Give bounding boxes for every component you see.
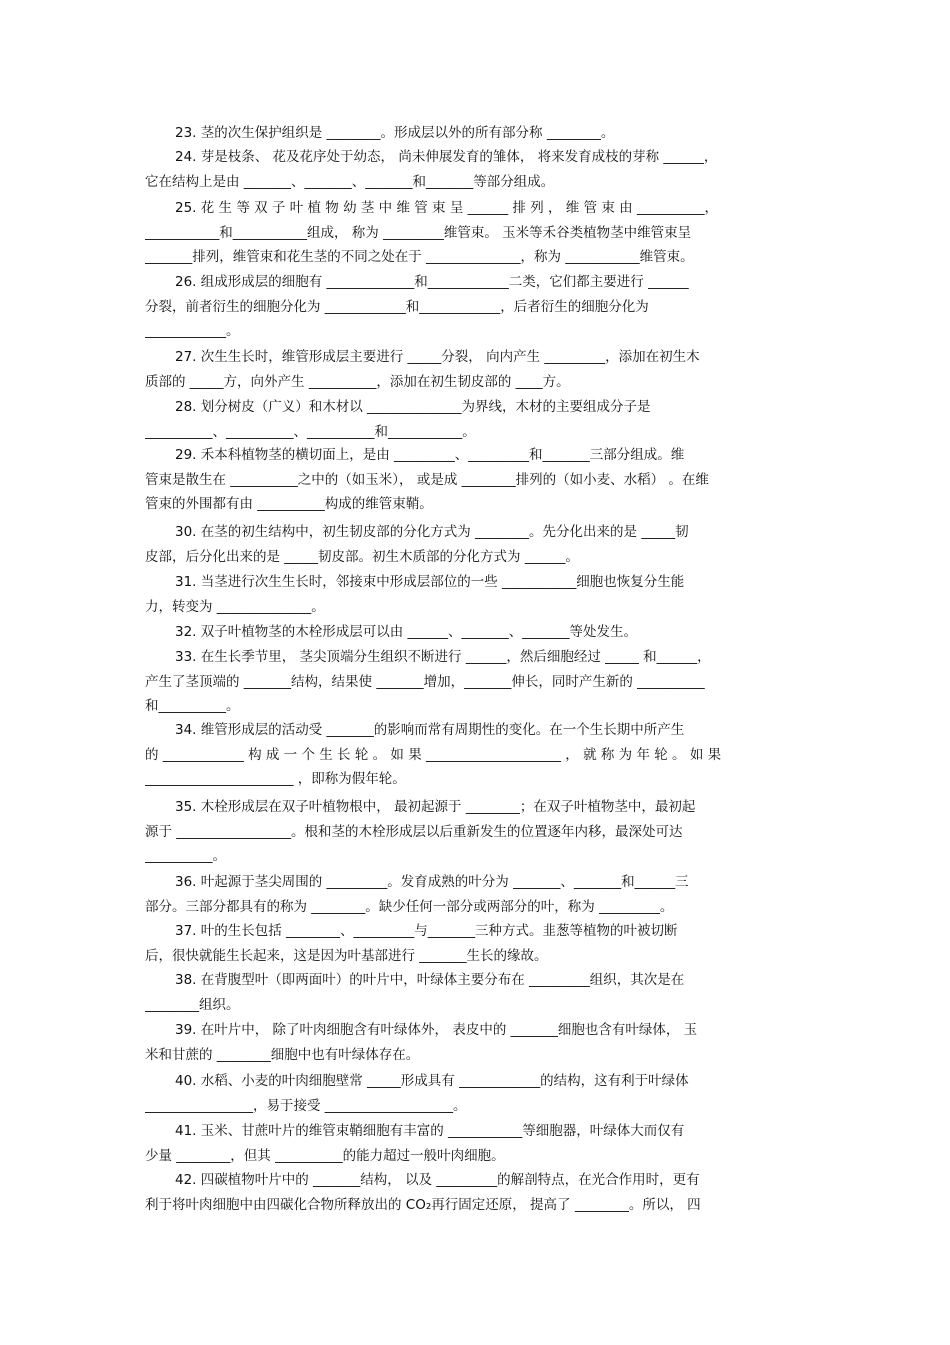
question-line: 它在结构上是由 _______、_______、_______和_______等部分组成。	[145, 173, 555, 190]
question-line: 的 ____________ 构 成 一 个 生 长 轮 。 如 果 ____________________ ， 就 称 为 年 轮 。 如 果	[145, 746, 722, 763]
question-line: 29. 禾本科植物茎的横切面上，是由 _________、_________和_______三部分组成。维	[175, 447, 685, 463]
question-line: 41. 玉米、甘蔗叶片的维管束鞘细胞有丰富的 ___________等细胞器，叶绿体大而仅有	[175, 1123, 685, 1139]
question-line: 管束是散生在 __________之中的（如玉米）， 或是成 ________排列的（如小麦、水稻） 。在维	[145, 471, 709, 488]
question-38	[145, 968, 810, 1017]
question-26	[145, 270, 810, 344]
question-line: 米和甘蔗的 ________细胞中也有叶绿体存在。	[145, 1046, 420, 1063]
question-33	[145, 645, 810, 719]
question-line: 26. 组成形成层的细胞有 _____________和____________二类，它们都主要进行 ______	[175, 274, 689, 290]
question-line: 37. 叶的生长包括 ________、_________与_______三种方式。韭葱等植物的叶被切断	[175, 923, 678, 939]
question-line: 质部的 _____方，向外产生 __________，添加在初生韧皮部的 ____方。	[145, 373, 570, 390]
question-line: 35. 木栓形成层在双子叶植物根中， 最初起源于 ________；在双子叶植物茎中，最初起	[175, 799, 696, 815]
question-25	[145, 196, 810, 270]
question-41	[145, 1119, 810, 1168]
question-29	[145, 443, 810, 517]
question-line: 24. 芽是枝条、 花及花序处于幼态， 尚未伸展发育的雏体， 将来发育成枝的芽称 ______，	[175, 149, 718, 165]
question-line: 30. 在茎的初生结构中，初生韧皮部的分化方式为 ________。先分化出来的是 _____韧	[175, 524, 689, 540]
question-27	[145, 345, 810, 394]
question-40	[145, 1069, 810, 1118]
question-32	[145, 620, 810, 645]
question-line: 36. 叶起源于茎尖周围的 _________。发育成熟的叶分为 _______、_______和______三	[175, 874, 689, 890]
question-line: 31. 当茎进行次生生长时，邻接束中形成层部位的一些 ___________细胞也恢复分生能	[175, 574, 685, 590]
question-30	[145, 520, 810, 569]
question-line: 力，转变为 ______________。	[145, 598, 325, 615]
question-line: 40. 水稻、小麦的叶肉细胞壁常 _____形成具有 ____________的结构，这有利于叶绿体	[175, 1073, 689, 1089]
question-line: ________________，易于接受 ___________________。	[145, 1097, 467, 1114]
question-24	[145, 145, 810, 194]
question-line: 后，很快就能生长起来，这是因为叶基部进行 _______生长的缘故。	[145, 947, 548, 964]
question-line: ______________________ ，即称为假年轮。	[145, 771, 406, 787]
question-line: 管束的外围都有由 __________构成的维管束鞘。	[145, 496, 433, 512]
question-line: 38. 在背腹型叶（即两面叶）的叶片中，叶绿体主要分布在 _________组织，其次是在	[175, 972, 685, 988]
question-line: 27. 次生生长时，维管形成层主要进行 _____分裂， 向内产生 _________，添加在初生木	[175, 349, 700, 365]
question-line: __________、__________、__________和___________。	[145, 423, 476, 440]
question-28	[145, 395, 810, 444]
question-line: 源于 _________________。根和茎的木栓形成层以后重新发生的位置逐年内移，最深处可达	[145, 823, 683, 840]
question-line: 和__________。	[145, 698, 240, 714]
question-31	[145, 570, 810, 619]
question-line: ________组织。	[145, 996, 240, 1013]
question-line: ____________。	[145, 323, 240, 339]
question-line: 分裂，前者衍生的细胞分化为 ____________和____________，后者衍生的细胞分化为	[145, 298, 649, 315]
question-line: 皮部，后分化出来的是 _____韧皮部。初生木质部的分化方式为 ______。	[145, 548, 579, 565]
question-line: __________。	[145, 848, 226, 864]
question-line: 产生了茎顶端的 _______结构，结果使 _______增加，_______伸长，同时产生新的 __________	[145, 673, 705, 690]
question-line: 利于将叶肉细胞中由四碳化合物所释放出的 CO₂再行固定还原， 提高了 ________。所以， 四	[145, 1196, 701, 1213]
question-line: 25. 花 生 等 双 子 叶 植 物 幼 茎 中 维 管 束 呈 ______ 排 列 ， 维 管 束 由 __________，	[175, 200, 718, 216]
question-23	[145, 121, 810, 146]
question-line: 32. 双子叶植物茎的木栓形成层可以由 ______、_______、_______等处发生。	[175, 624, 638, 640]
question-line: 33. 在生长季节里， 茎尖顶端分生组织不断进行 ______，然后细胞经过 _____ 和______，	[175, 649, 711, 665]
question-36	[145, 870, 810, 919]
question-line: 42. 四碳植物叶片中的 _______结构， 以及 _________的解剖特点，在光合作用时，更有	[175, 1172, 700, 1188]
question-line: 34. 维管形成层的活动受 _______的影响而常有周期性的变化。在一个生长期中所产生	[175, 722, 685, 738]
question-42	[145, 1168, 810, 1217]
question-34	[145, 718, 810, 792]
question-line: 23. 茎的次生保护组织是 ________。形成层以外的所有部分称 ________。	[175, 125, 615, 141]
question-35	[145, 795, 810, 869]
question-line: _______排列，维管束和花生茎的不同之处在于 ______________，称为 ___________维管束。	[145, 249, 694, 265]
question-39	[145, 1018, 810, 1067]
question-line: 28. 划分树皮（广义）和木材以 ______________为界线，木材的主要组成分子是	[175, 399, 651, 415]
question-line: 部分。三部分都具有的称为 ________。缺少任何一部分或两部分的叶，称为 _________。	[145, 898, 674, 915]
question-37	[145, 919, 810, 968]
question-line: 少量 ________，但其 __________的能力超过一般叶肉细胞。	[145, 1147, 505, 1164]
question-line: ___________和___________组成， 称为 _________维管束。 玉米等禾谷类植物茎中维管束呈	[145, 224, 692, 241]
question-line: 39. 在叶片中， 除了叶肉细胞含有叶绿体外， 表皮中的 _______细胞也含有叶绿体， 玉	[175, 1022, 698, 1038]
